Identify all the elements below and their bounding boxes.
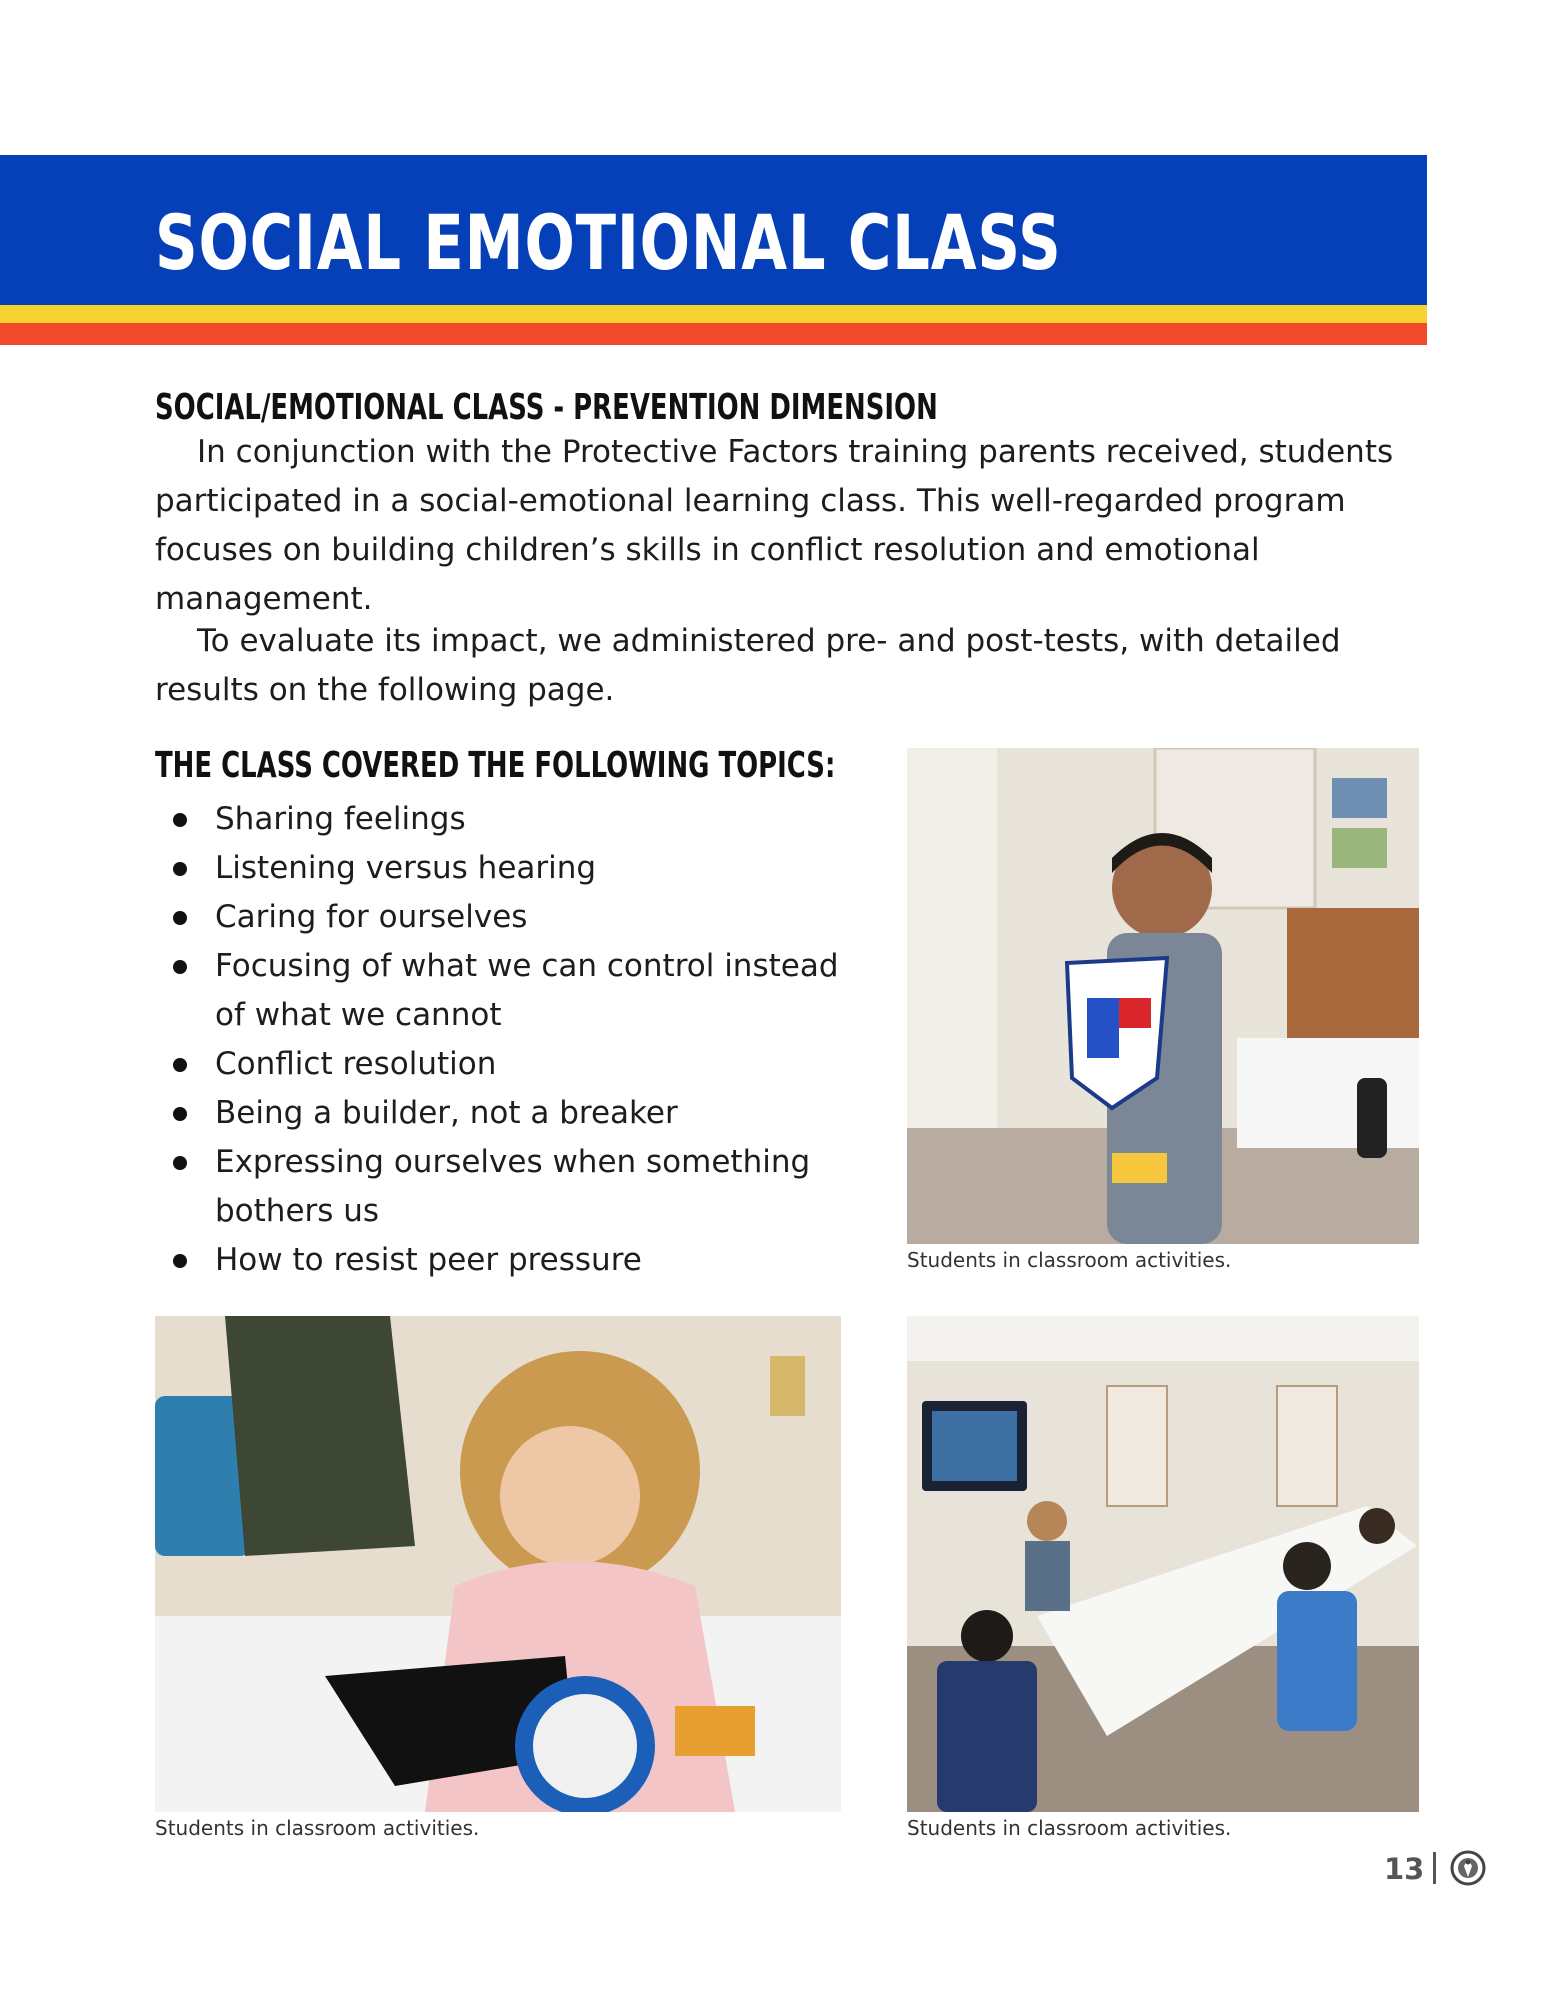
boy-shield-illustration [907, 748, 1419, 1244]
bullet-icon [173, 1156, 187, 1170]
section-heading: SOCIAL/EMOTIONAL CLASS - PREVENTION DIMENSION [155, 387, 938, 428]
topic-item: Sharing feelings [155, 795, 855, 844]
banner-yellow-stripe [0, 305, 1427, 323]
banner-red-stripe [0, 323, 1427, 345]
topic-item: Focusing of what we can control instead of what we cannot [155, 942, 855, 1040]
intro-paragraph: In conjunction with the Protective Factors training parents received, students participated in a social-emotional learning class. This well-regarded program focuses on building children’s skills in conflict resolution and emotional management. [155, 434, 1394, 617]
photo-caption: Students in classroom activities. [907, 1816, 1232, 1840]
bullet-icon [173, 1107, 187, 1121]
topic-item: Being a builder, not a breaker [155, 1089, 855, 1138]
photo-caption: Students in classroom activities. [155, 1816, 480, 1840]
photo-boy-with-shield [907, 748, 1419, 1244]
page-number: 13 [1384, 1852, 1425, 1886]
photo-classroom [907, 1316, 1419, 1812]
topics-heading: THE CLASS COVERED THE FOLLOWING TOPICS: [155, 745, 836, 786]
bullet-icon [173, 813, 187, 827]
evaluation-paragraph: To evaluate its impact, we administered pre- and post-tests, with detailed results on the following page. [155, 623, 1341, 708]
organization-logo-icon [1450, 1850, 1486, 1886]
banner-blue-band [0, 155, 1427, 305]
bullet-icon [173, 1058, 187, 1072]
photo-girl-coloring [155, 1316, 841, 1812]
topic-item: Expressing ourselves when something bothers us [155, 1138, 855, 1236]
photo-caption: Students in classroom activities. [907, 1248, 1232, 1272]
topic-item: Caring for ourselves [155, 893, 855, 942]
bullet-icon [173, 862, 187, 876]
classroom-illustration [907, 1316, 1419, 1812]
topics-list [155, 795, 855, 1285]
bullet-icon [173, 1254, 187, 1268]
title-banner [0, 155, 1427, 345]
topic-item: Conflict resolution [155, 1040, 855, 1089]
topic-item: How to resist peer pressure [155, 1236, 855, 1285]
topic-item: Listening versus hearing [155, 844, 855, 893]
page-title: SOCIAL EMOTIONAL CLASS [155, 198, 1062, 287]
girl-coloring-illustration [155, 1316, 841, 1812]
bullet-icon [173, 911, 187, 925]
bullet-icon [173, 960, 187, 974]
footer-separator [1433, 1852, 1436, 1884]
